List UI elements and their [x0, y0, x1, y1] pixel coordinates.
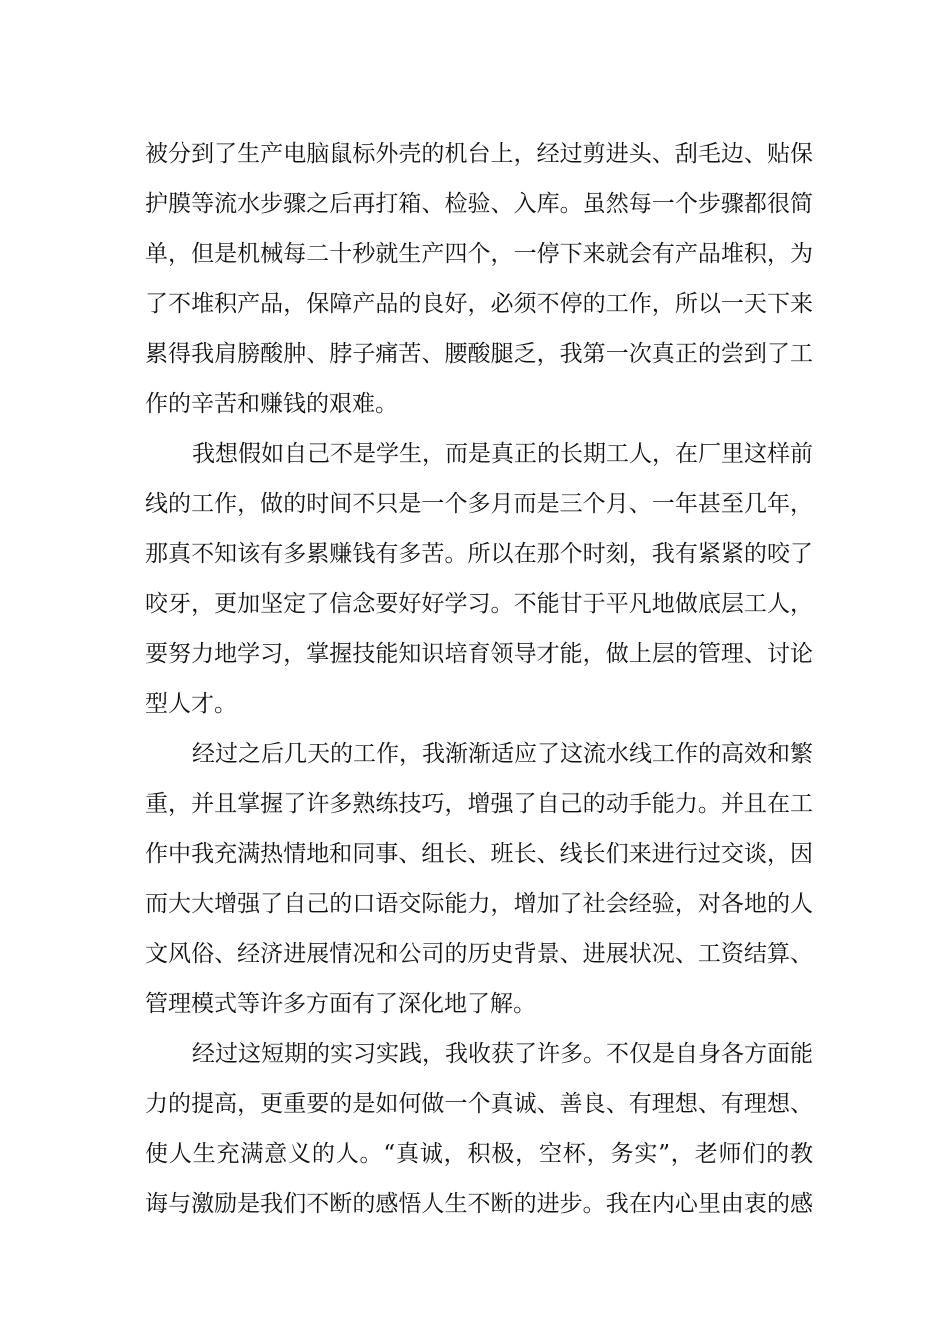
text-line: 被分到了生产电脑鼠标外壳的机台上，经过剪进头、刮毛边、贴保 [145, 141, 813, 167]
text-line: 力的提高，更重要的是如何做一个真诚、善良、有理想、有理想、 [145, 1091, 813, 1117]
text-line: 要努力地学习，掌握技能知识培育领导才能，做上层的管理、讨论 [145, 641, 813, 667]
text-line: 诲与激励是我们不断的感悟人生不断的进步。我在内心里由衷的感 [145, 1191, 813, 1217]
text-line: 护膜等流水步骤之后再打箱、检验、入库。虽然每一个步骤都很简 [145, 191, 813, 217]
text-line: 咬牙，更加坚定了信念要好好学习。不能甘于平凡地做底层工人， [145, 591, 813, 617]
text-line: 而大大增强了自己的口语交际能力，增加了社会经验，对各地的人 [145, 891, 813, 917]
text-line: 使人生充满意义的人。“真诚，积极，空杯，务实”，老师们的教 [145, 1141, 813, 1167]
text-line: 文风俗、经济进展情况和公司的历史背景、进展状况、工资结算、 [145, 941, 813, 967]
text-line: 单，但是机械每二十秒就生产四个，一停下来就会有产品堆积，为 [145, 241, 813, 267]
text-line: 线的工作，做的时间不只是一个多月而是三个月、一年甚至几年， [145, 491, 813, 517]
text-line: 管理模式等许多方面有了深化地了解。 [145, 991, 536, 1017]
text-line: 经过之后几天的工作，我渐渐适应了这流水线工作的高效和繁 [192, 741, 813, 767]
text-line: 重，并且掌握了许多熟练技巧，增强了自己的动手能力。并且在工 [145, 791, 813, 817]
text-line: 累得我肩膀酸肿、脖子痛苦、腰酸腿乏，我第一次真正的尝到了工 [145, 341, 813, 367]
text-line: 那真不知该有多累赚钱有多苦。所以在那个时刻，我有紧紧的咬了 [145, 541, 813, 567]
body-text [145, 129, 813, 1229]
text-line: 我想假如自己不是学生，而是真正的长期工人，在厂里这样前 [192, 441, 813, 467]
text-line: 经过这短期的实习实践，我收获了许多。不仅是自身各方面能 [192, 1041, 813, 1067]
text-line: 了不堆积产品，保障产品的良好，必须不停的工作，所以一天下来 [145, 291, 813, 317]
text-line: 作的辛苦和赚钱的艰难。 [145, 391, 398, 417]
text-line: 型人才。 [145, 691, 237, 717]
text-line: 作中我充满热情地和同事、组长、班长、线长们来进行过交谈，因 [145, 841, 813, 867]
